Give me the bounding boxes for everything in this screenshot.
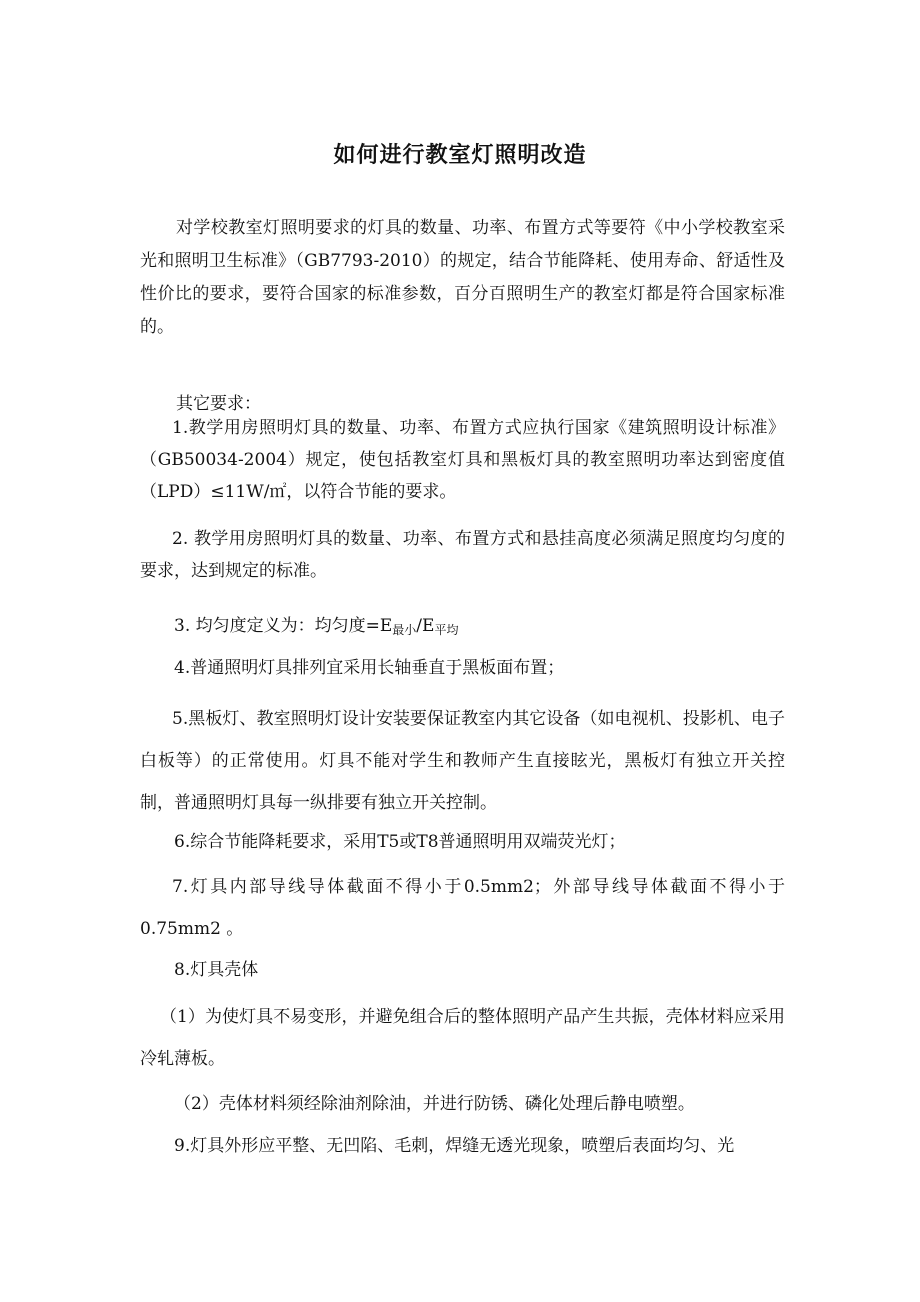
intro-paragraph: 对学校教室灯照明要求的灯具的数量、功率、布置方式等要符《中小学校教室采光和照明卫生标准》（GB7793-2010）的规定，结合节能降耗、使用寿命、舒适性及性价比的要求，要符合国家的标准参数，百分百照明生产的教室灯都是符合国家标准的。 <box>140 218 785 337</box>
requirement-item-6: 6.综合节能降耗要求，采用T5或T8普通照明用双端荧光灯； <box>174 832 626 852</box>
requirement-item-4: 4.普通照明灯具排列宜采用长轴垂直于黑板面布置； <box>174 658 565 678</box>
document-title: 如何进行教室灯照明改造 <box>333 143 587 168</box>
requirement-item-3 <box>174 614 458 642</box>
requirement-item-8-2: （2）壳体材料须经除油剂除油，并进行防锈、磷化处理后静电喷塑。 <box>174 1094 695 1114</box>
requirement-item-8-1: （1）为使灯具不易变形，并避免组合后的整体照明产品产生共振，壳体材料应采用冷轧薄板。 <box>140 1007 785 1069</box>
requirement-item-8: 8.灯具壳体 <box>174 960 259 980</box>
requirement-item-1: 1.教学用房照明灯具的数量、功率、布置方式应执行国家《建筑照明设计标准》（GB50034-2004）规定，使包括教室灯具和黑板灯具的教室照明功率达到密度值（LPD）≤11W/㎡，以符合节能的要求。 <box>140 418 785 502</box>
item-3-subscript-avg: 平均 <box>434 623 459 637</box>
requirement-item-7: 7.灯具内部导线导体截面不得小于0.5mm2；外部导线导体截面不得小于0.75mm2 。 <box>140 877 785 939</box>
item-3-text: 3. 均匀度定义为：均匀度=E <box>174 616 393 636</box>
requirement-item-2: 2. 教学用房照明灯具的数量、功率、布置方式和悬挂高度必须满足照度均匀度的要求，达到规定的标准。 <box>140 529 785 581</box>
requirement-item-5: 5.黑板灯、教室照明灯设计安装要保证教室内其它设备（如电视机、投影机、电子白板等）的正常使用。灯具不能对学生和教师产生直接眩光，黑板灯有独立开关控制，普通照明灯具每一纵排要有独立开关控制。 <box>140 709 785 813</box>
item-3-text-mid: /E <box>416 616 435 636</box>
other-requirements-heading: 其它要求： <box>176 394 261 414</box>
requirement-item-9: 9.灯具外形应平整、无凹陷、毛刺，焊缝无透光现象，喷塑后表面均匀、光 <box>174 1136 735 1156</box>
item-3-subscript-min: 最小 <box>392 623 417 637</box>
